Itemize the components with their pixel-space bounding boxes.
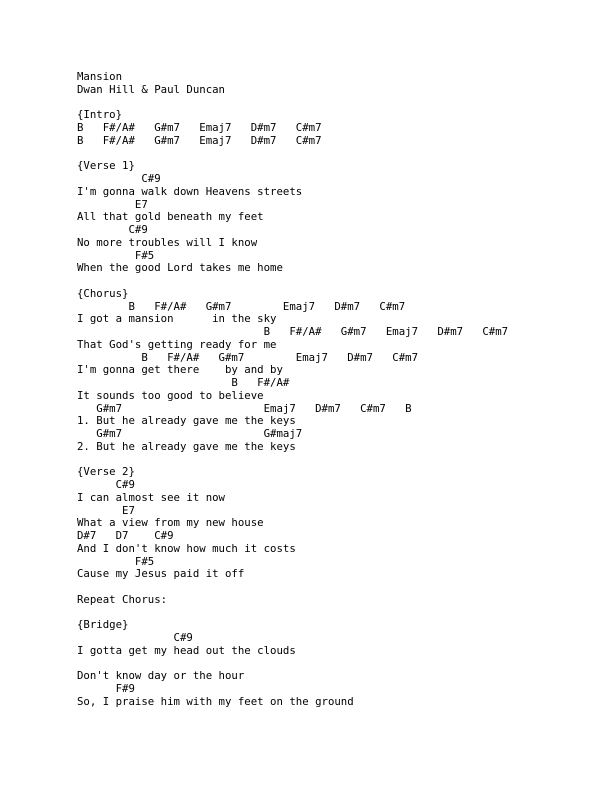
sheet-line: B F#/A# G#m7 Emaj7 D#m7 C#m7 — [77, 325, 509, 338]
sheet-line: Don't know day or the hour — [77, 669, 245, 683]
sheet-line: D#7 D7 C#9 — [77, 529, 174, 542]
sheet-line: C#9 — [77, 172, 161, 185]
sheet-line: {Verse 2} — [77, 465, 135, 479]
sheet-line: Repeat Chorus: — [77, 592, 168, 606]
sheet-line: I gotta get my head out the clouds — [77, 643, 296, 657]
sheet-line: All that gold beneath my feet — [77, 210, 264, 224]
sheet-line — [77, 275, 607, 288]
sheet-line: It sounds too good to believe — [77, 388, 264, 402]
sheet-line: B F#/A# G#m7 Emaj7 D#m7 C#m7 — [77, 299, 406, 313]
sheet-line: And I don't know how much it costs — [77, 541, 296, 555]
sheet-line: E7 — [77, 503, 135, 517]
sheet-line — [77, 148, 607, 161]
sheet-line: I can almost see it now — [77, 490, 225, 504]
sheet-line: {Intro} — [77, 108, 123, 122]
sheet-line: What a view from my new house — [77, 516, 264, 530]
sheet-line — [77, 581, 607, 594]
sheet-line: C#9 — [77, 478, 135, 491]
sheet-line — [77, 97, 607, 110]
sheet-line: 2. But he already gave me the keys — [77, 439, 296, 453]
sheet-line: G#m7 Emaj7 D#m7 C#m7 B — [77, 401, 412, 415]
chord-sheet — [77, 71, 607, 709]
sheet-line — [77, 454, 607, 467]
sheet-line: 1. But he already gave me the keys — [77, 414, 296, 428]
sheet-line: B F#/A# G#m7 Emaj7 D#m7 C#m7 — [77, 350, 419, 364]
sheet-line: F#5 — [77, 248, 155, 262]
sheet-line: Mansion — [77, 70, 123, 83]
sheet-line: {Chorus} — [77, 286, 129, 300]
sheet-line: {Bridge} — [77, 618, 129, 632]
sheet-line: I'm gonna walk down Heavens streets — [77, 184, 303, 198]
sheet-line: That God's getting ready for me — [77, 337, 277, 351]
sheet-line: No more troubles will I know — [77, 235, 258, 249]
sheet-line: So, I praise him with my feet on the ground — [77, 694, 354, 708]
sheet-line — [77, 607, 607, 620]
sheet-line: F#9 — [77, 682, 135, 695]
sheet-line: C#9 — [77, 223, 148, 236]
sheet-line: B F#/A# G#m7 Emaj7 D#m7 C#m7 — [77, 133, 322, 147]
sheet-line: I'm gonna get there by and by — [77, 363, 283, 377]
sheet-line: C#9 — [77, 631, 193, 644]
sheet-line: Cause my Jesus paid it off — [77, 567, 245, 581]
sheet-line: I got a mansion in the sky — [77, 312, 277, 326]
sheet-line: B F#/A# — [77, 376, 290, 389]
sheet-line: G#m7 G#maj7 — [77, 427, 303, 440]
sheet-line: {Verse 1} — [77, 159, 135, 173]
sheet-line: Dwan Hill & Paul Duncan — [77, 82, 225, 96]
sheet-line: When the good Lord takes me home — [77, 261, 283, 275]
sheet-line: B F#/A# G#m7 Emaj7 D#m7 C#m7 — [77, 121, 322, 134]
sheet-line: F#5 — [77, 554, 155, 568]
sheet-line: E7 — [77, 197, 148, 211]
